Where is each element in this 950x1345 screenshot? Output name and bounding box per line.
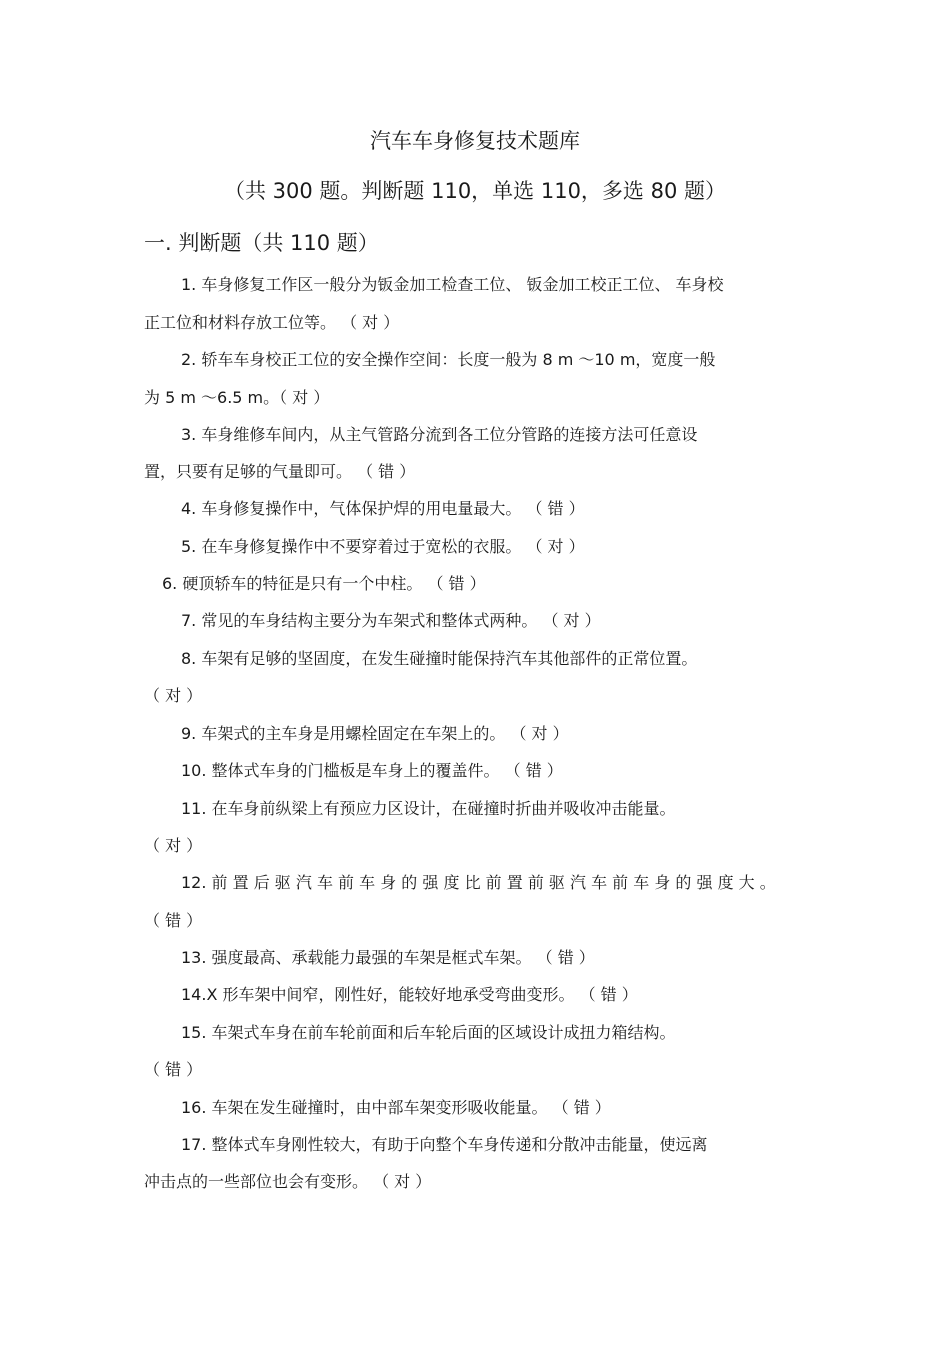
question-line: （ 对 ） [144, 836, 203, 855]
question-line: 8. 车架有足够的坚固度，在发生碰撞时能保持汽车其他部件的正常位置。 [181, 649, 698, 668]
question-line: 为 5 m ～6.5 m。（ 对 ） [144, 388, 330, 407]
question-line: 置，只要有足够的气量即可。 （ 错 ） [144, 462, 416, 481]
question-line: 13. 强度最高、承载能力最强的车架是框式车架。 （ 错 ） [181, 948, 595, 967]
question-line: （ 错 ） [144, 1060, 203, 1079]
question-line: 2. 轿车车身校正工位的安全操作空间：长度一般为 8 m ～10 m，宽度一般 [181, 350, 716, 369]
question-line: 4. 车身修复操作中，气体保护焊的用电量最大。 （ 错 ） [181, 499, 585, 518]
document-subtitle: （共 300 题。判断题 110，单选 110，多选 80 题） [223, 179, 727, 203]
question-line: 正工位和材料存放工位等。 （ 对 ） [144, 313, 400, 332]
question-line: （ 错 ） [144, 911, 203, 930]
question-line: 17. 整体式车身刚性较大，有助于向整个车身传递和分散冲击能量，使远离 [181, 1135, 708, 1154]
question-line: 6. 硬顶轿车的特征是只有一个中柱。 （ 错 ） [162, 574, 486, 593]
question-line: 5. 在车身修复操作中不要穿着过于宽松的衣服。 （ 对 ） [181, 537, 585, 556]
question-line: （ 对 ） [144, 686, 203, 705]
question-line: 9. 车架式的主车身是用螺栓固定在车架上的。 （ 对 ） [181, 724, 569, 743]
question-line: 冲击点的一些部位也会有变形。 （ 对 ） [144, 1172, 432, 1191]
question-line: 12. 前 置 后 驱 汽 车 前 车 身 的 强 度 比 前 置 前 驱 汽 车 前 车 身 的 强 度 大 。 [181, 873, 776, 892]
question-line: 3. 车身维修车间内，从主气管路分流到各工位分管路的连接方法可任意设 [181, 425, 698, 444]
question-line: 10. 整体式车身的门槛板是车身上的覆盖件。 （ 错 ） [181, 761, 563, 780]
question-line: 11. 在车身前纵梁上有预应力区设计，在碰撞时折曲并吸收冲击能量。 [181, 799, 676, 818]
section-heading: 一. 判断题（共 110 题） [144, 231, 379, 255]
document-title: 汽车车身修复技术题库 [370, 129, 580, 153]
question-line: 7. 常见的车身结构主要分为车架式和整体式两种。 （ 对 ） [181, 611, 601, 630]
question-line: 16. 车架在发生碰撞时，由中部车架变形吸收能量。 （ 错 ） [181, 1098, 611, 1117]
question-line: 14.X 形车架中间窄，刚性好，能较好地承受弯曲变形。 （ 错 ） [181, 985, 638, 1004]
question-line: 1. 车身修复工作区一般分为钣金加工检查工位、 钣金加工校正工位、 车身校 [181, 275, 724, 294]
question-line: 15. 车架式车身在前车轮前面和后车轮后面的区域设计成扭力箱结构。 [181, 1023, 676, 1042]
